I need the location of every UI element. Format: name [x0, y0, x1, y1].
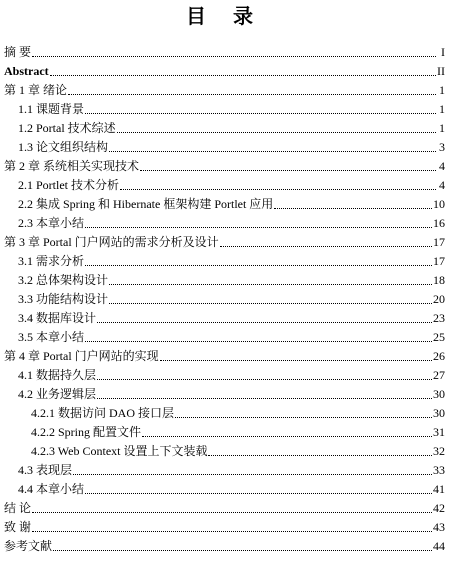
- toc-entry-page-number: 27: [433, 368, 445, 382]
- dot-leader: [117, 120, 436, 133]
- toc-entry-label: 3.4 数据库设计: [18, 311, 97, 325]
- toc-entry[interactable]: [4, 328, 445, 347]
- dot-leader: [85, 481, 432, 494]
- toc-entry-label: 2.1 Portlet 技术分析: [18, 178, 119, 192]
- toc-entry-label: 1.2 Portal 技术综述: [18, 121, 116, 135]
- dot-leader: [220, 234, 432, 247]
- toc-entry-page-number: II: [437, 64, 445, 78]
- toc-entry-page-number: 16: [433, 216, 445, 230]
- toc-entry-label: 第 2 章 系统相关实现技术: [4, 159, 140, 173]
- toc-entry-page-number: 44: [433, 539, 445, 553]
- dot-leader: [97, 367, 432, 380]
- toc-entry[interactable]: [4, 271, 445, 290]
- toc-entry[interactable]: [4, 499, 445, 518]
- toc-entry[interactable]: [4, 423, 445, 442]
- toc-entry[interactable]: [4, 480, 445, 499]
- toc-entry[interactable]: [4, 81, 445, 100]
- toc-entry-label: 4.2 业务逻辑层: [18, 387, 97, 401]
- dot-leader: [68, 82, 436, 95]
- toc-entry-page-number: 26: [433, 349, 445, 363]
- dot-leader: [208, 443, 432, 456]
- toc-entry-page-number: 18: [433, 273, 445, 287]
- toc-entry-label: 2.3 本章小结: [18, 216, 85, 230]
- toc-entry-page-number: 25: [433, 330, 445, 344]
- toc-entry[interactable]: [4, 100, 445, 119]
- toc-entry-label: 致 谢: [4, 520, 32, 534]
- toc-entry-page-number: 32: [433, 444, 445, 458]
- toc-entry-page-number: 30: [433, 387, 445, 401]
- dot-leader: [142, 424, 432, 437]
- dot-leader: [97, 310, 432, 323]
- toc-entry[interactable]: [4, 252, 445, 271]
- toc-entry[interactable]: [4, 119, 445, 138]
- toc-entry[interactable]: [4, 176, 445, 195]
- toc-entry-label: 1.3 论文组织结构: [18, 140, 109, 154]
- toc-entry[interactable]: [4, 442, 445, 461]
- toc-entry-label: 第 1 章 绪论: [4, 83, 68, 97]
- toc-entry-page-number: 30: [433, 406, 445, 420]
- dot-leader: [85, 329, 432, 342]
- toc-entry[interactable]: [4, 366, 445, 385]
- dot-leader: [120, 177, 436, 190]
- toc-entry-page-number: 17: [433, 254, 445, 268]
- toc-entry-label: 第 3 章 Portal 门户网站的需求分析及设计: [4, 235, 219, 249]
- toc-entry-label: 4.1 数据持久层: [18, 368, 97, 382]
- dot-leader: [85, 101, 436, 114]
- toc-entry-page-number: 20: [433, 292, 445, 306]
- dot-leader: [85, 253, 432, 266]
- toc-entry-page-number: 1: [439, 102, 445, 116]
- toc-entry-label: 3.2 总体架构设计: [18, 273, 109, 287]
- toc-entry-page-number: 31: [433, 425, 445, 439]
- toc-entry-label: Abstract: [4, 64, 49, 78]
- toc-entry-page-number: 10: [433, 197, 445, 211]
- toc-entry-page-number: I: [441, 45, 445, 59]
- toc-entry-page-number: 17: [433, 235, 445, 249]
- toc-entry-label: 结 论: [4, 501, 32, 515]
- toc-entry[interactable]: [4, 157, 445, 176]
- toc-entries: [4, 43, 445, 556]
- dot-leader: [97, 386, 432, 399]
- dot-leader: [32, 500, 432, 513]
- toc-entry-page-number: 1: [439, 121, 445, 135]
- toc-entry[interactable]: [4, 347, 445, 366]
- dot-leader: [274, 196, 432, 209]
- toc-entry-label: 4.4 本章小结: [18, 482, 85, 496]
- toc-entry-page-number: 42: [433, 501, 445, 515]
- toc-entry-label: 参考文献: [4, 539, 53, 553]
- toc-entry-page-number: 3: [439, 140, 445, 154]
- toc-title: 目 录: [186, 4, 263, 28]
- toc-entry-page-number: 41: [433, 482, 445, 496]
- toc-entry-page-number: 43: [433, 520, 445, 534]
- dot-leader: [53, 538, 432, 551]
- toc-entry-page-number: 4: [439, 159, 445, 173]
- toc-entry[interactable]: [4, 214, 445, 233]
- toc-entry-label: 1.1 课题背景: [18, 102, 85, 116]
- dot-leader: [32, 519, 432, 532]
- toc-entry-label: 第 4 章 Portal 门户网站的实现: [4, 349, 159, 363]
- dot-leader: [175, 405, 432, 418]
- toc-entry-page-number: 4: [439, 178, 445, 192]
- toc-entry[interactable]: [4, 138, 445, 157]
- toc-entry-label: 2.2 集成 Spring 和 Hibernate 框架构建 Portlet 应用: [18, 197, 274, 211]
- dot-leader: [109, 272, 432, 285]
- toc-entry-label: 3.5 本章小结: [18, 330, 85, 344]
- toc-entry-label: 3.3 功能结构设计: [18, 292, 109, 306]
- toc-entry-label: 3.1 需求分析: [18, 254, 85, 268]
- toc-entry-label: 4.3 表现层: [18, 463, 73, 477]
- toc-entry[interactable]: [4, 461, 445, 480]
- dot-leader: [109, 291, 432, 304]
- dot-leader: [109, 139, 436, 152]
- toc-entry[interactable]: [4, 404, 445, 423]
- dot-leader: [32, 44, 436, 57]
- toc-entry[interactable]: [4, 43, 445, 62]
- dot-leader: [140, 158, 436, 171]
- toc-entry[interactable]: [4, 195, 445, 214]
- toc-entry[interactable]: [4, 518, 445, 537]
- dot-leader: [73, 462, 432, 475]
- dot-leader: [85, 215, 432, 228]
- toc-entry[interactable]: [4, 537, 445, 556]
- toc-entry[interactable]: [4, 385, 445, 404]
- toc-entry-label: 4.2.2 Spring 配置文件: [31, 425, 142, 439]
- toc-entry-page-number: 23: [433, 311, 445, 325]
- toc-entry-label: 4.2.1 数据访问 DAO 接口层: [31, 406, 174, 420]
- toc-entry-label: 4.2.3 Web Context 设置上下文装载: [31, 444, 208, 458]
- toc-entry[interactable]: [4, 62, 445, 81]
- toc-entry-label: 摘 要: [4, 45, 32, 59]
- toc-entry[interactable]: [4, 309, 445, 328]
- toc-entry-page-number: 33: [433, 463, 445, 477]
- toc-entry-page-number: 1: [439, 83, 445, 97]
- toc-entry[interactable]: [4, 290, 445, 309]
- dot-leader: [160, 348, 432, 361]
- toc-entry[interactable]: [4, 233, 445, 252]
- dot-leader: [50, 63, 436, 76]
